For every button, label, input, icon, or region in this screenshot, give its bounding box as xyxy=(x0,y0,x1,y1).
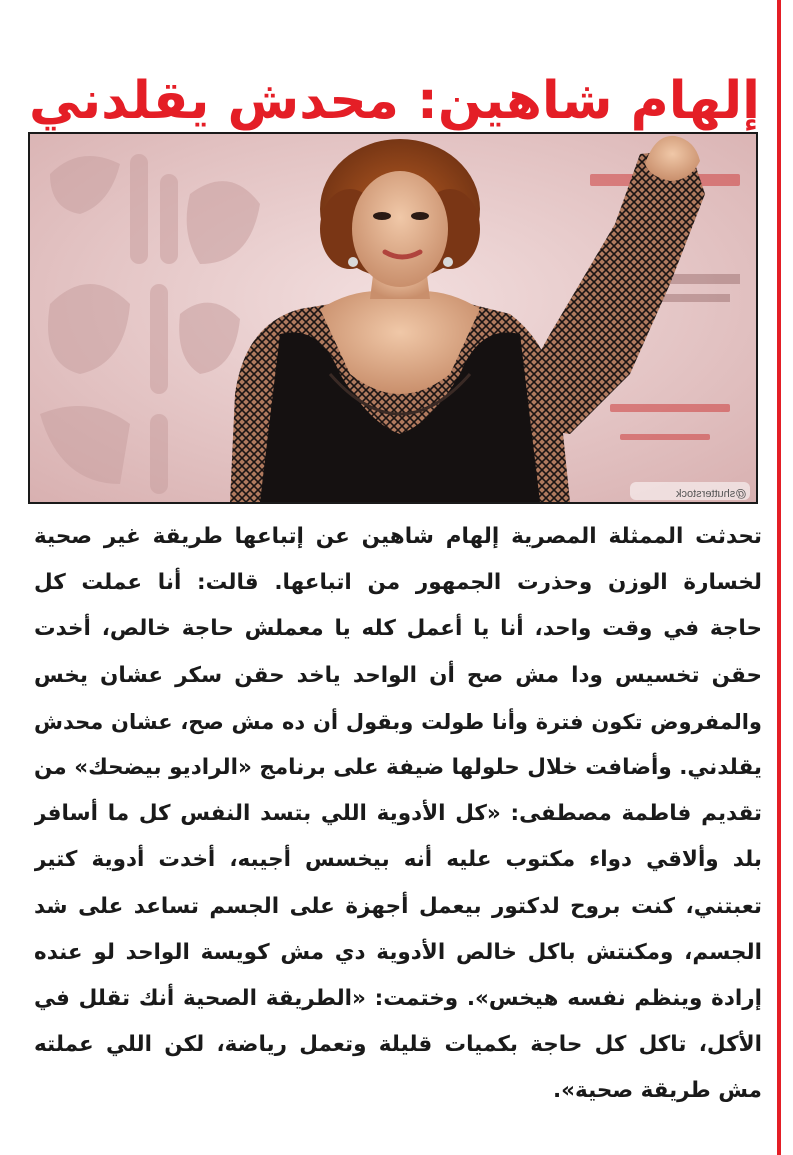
article-line: مش طريقة صحية». xyxy=(552,1078,762,1104)
article-line: تعبتني، كنت بروح لدكتور بيعمل أجهزة على الجسم تساعد على شد xyxy=(34,893,762,919)
article-line: الجسم، ومكنتش باكل خالص الأدوية دي مش كويسة الواحد لو عنده xyxy=(34,939,762,965)
article-line: حاجة في وقت واحد، أنا يا أعمل كله يا معملش حاجة خالص، أخدت xyxy=(34,616,762,642)
article-line: الأكل، تاكل كل حاجة بكميات قليلة وتعمل رياضة، لكن اللي عملته xyxy=(34,1032,762,1058)
article-line: بلد وألاقي دواء مكتوب عليه أنه بيخسس أجيبه، أخدت أدوية كتير xyxy=(34,847,762,873)
article-line: يقلدني. وأضافت خلال حلولها ضيفة على برنامج «الراديو بيضحك» من xyxy=(34,755,762,781)
headline: إلهام شاهين: محدش يقلدني xyxy=(29,70,760,131)
article-line: تقديم فاطمة مصطفى: «كل الأدوية اللي بتسد النفس كل ما أسافر xyxy=(34,801,762,827)
article-body xyxy=(34,514,762,1115)
article-line: حقن تخسيس ودا مش صح أن الواحد ياخد حقن سكر عشان يخس xyxy=(34,662,762,688)
article-line: إرادة وينظم نفسه هيخس». وختمت: «الطريقة الصحية أنك تقلل في xyxy=(34,986,762,1012)
side-accent-rule xyxy=(777,0,781,1155)
article-line: لخسارة الوزن وحذرت الجمهور من اتباعها. قالت: أنا عملت كل xyxy=(34,570,762,596)
photo-watermark: @shutterstock xyxy=(675,488,746,500)
article-photo xyxy=(28,132,758,504)
article-line: والمفروض تكون فترة وأنا طولت وبقول أن ده مش صح، عشان محدش xyxy=(34,709,762,734)
article-line: تحدثت الممثلة المصرية إلهام شاهين عن إتباعها طريقة غير صحية xyxy=(34,524,762,549)
